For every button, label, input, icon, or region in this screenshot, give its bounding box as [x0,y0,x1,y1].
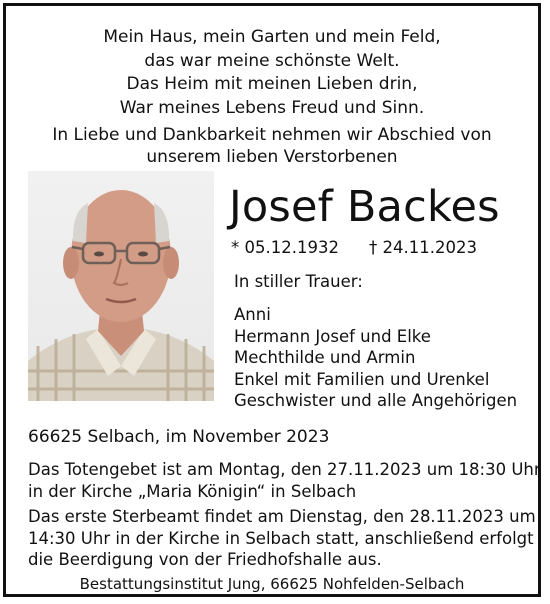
funeral-notice [28,506,536,571]
mourning-label: In stiller Trauer: [234,272,363,291]
family-member: Mechthilde und Armin [234,348,416,368]
prayer-line: in der Kirche „Maria Königin“ in Selbach [28,481,357,501]
poem-line: Mein Haus, mein Garten und mein Feld, [103,27,441,47]
farewell-intro [6,124,538,168]
obituary-card [3,3,541,597]
deceased-name: Josef Backes [229,182,500,232]
family-list [234,304,517,412]
funeral-line: 14:30 Uhr in der Kirche in Selbach statt, anschließend erfolgt [28,528,534,548]
place-date: 66625 Selbach, im November 2023 [28,427,330,447]
poem-line: das war meine schönste Welt. [144,50,400,71]
life-dates [231,238,477,257]
family-member: Enkel mit Familien und Urenkel [234,369,490,389]
funeral-line: die Beerdigung von der Friedhofshalle aus. [28,550,382,569]
poem-line: Das Heim mit meinen Lieben drin, [126,74,418,94]
birth-date: * 05.12.1932 [231,238,339,257]
funeral-home: Bestattungsinstitut Jung, 66625 Nohfelden-Selbach [79,575,465,593]
intro-line: unserem lieben Verstorbenen [146,147,398,167]
family-member: Hermann Josef und Elke [234,326,431,346]
portrait-illustration [28,171,214,401]
prayer-line: Das Totengebet ist am Montag, den 27.11.2023 um 18:30 Uhr [28,460,541,479]
family-member: Anni [234,305,271,324]
poem-line: War meines Lebens Freud und Sinn. [119,97,425,118]
portrait-photo [28,171,214,401]
intro-line: In Liebe und Dankbarkeit nehmen wir Abschied von [52,125,492,145]
memorial-poem [6,26,538,120]
prayer-notice [28,459,541,502]
funeral-line: Das erste Sterbeamt findet am Dienstag, den 28.11.2023 um [28,507,536,526]
family-member: Geschwister und alle Angehörigen [234,391,518,411]
death-date: † 24.11.2023 [368,238,477,257]
